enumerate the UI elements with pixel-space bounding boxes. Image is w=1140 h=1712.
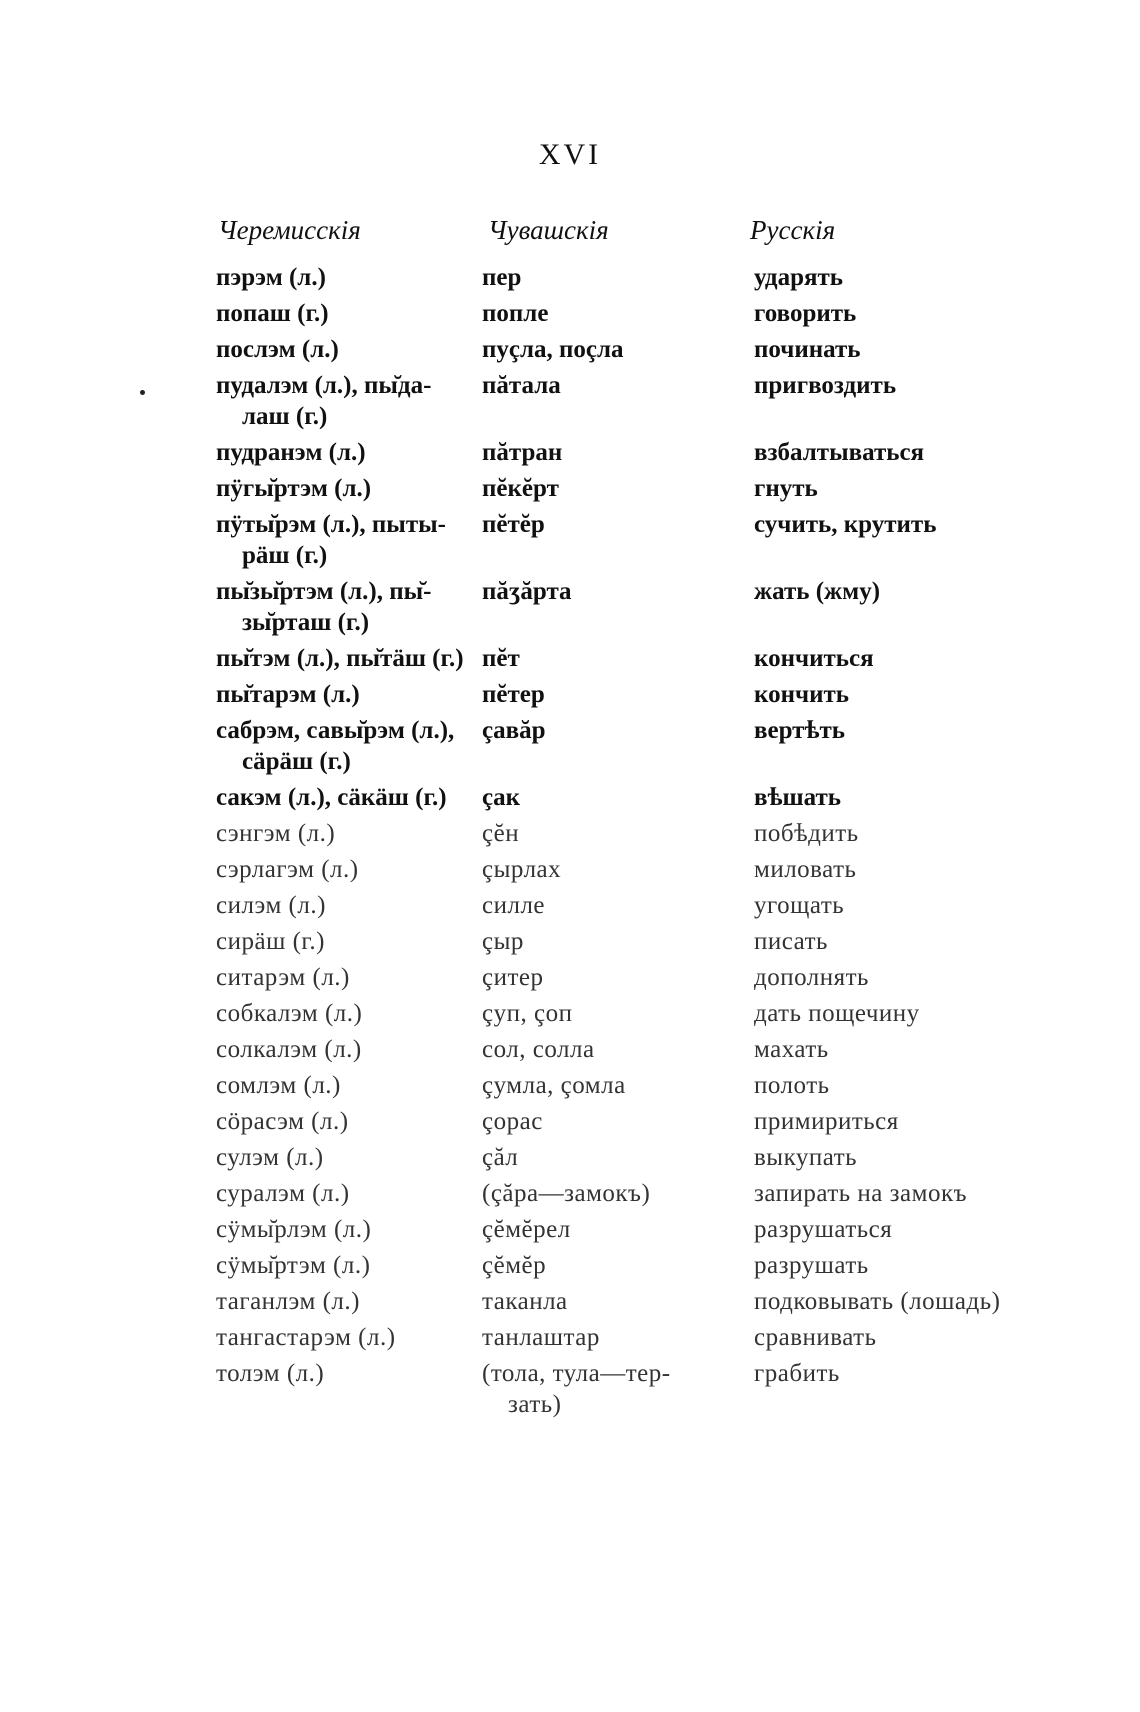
cheremis-word	[214, 1106, 482, 1137]
dictionary-entry	[214, 854, 1140, 885]
cheremis-word-continuation: сäрäш (г.)	[242, 748, 351, 775]
russian-word: подковывать (лошадь)	[754, 1288, 1001, 1315]
chuvash-word	[482, 854, 754, 885]
cheremis-word-text: пы̆зы̆ртэм (л.), пы̆-	[216, 578, 432, 605]
cheremis-word	[214, 1214, 482, 1245]
chuvash-word-text: çĕмĕрел	[482, 1216, 571, 1243]
chuvash-word	[482, 1106, 754, 1137]
column-header-chuvash: Чувашскія	[488, 215, 609, 245]
cheremis-word-text: силэм (л.)	[216, 892, 326, 919]
russian-word: жать (жму)	[754, 578, 881, 605]
russian-word: взбалтываться	[754, 439, 925, 466]
dictionary-entry	[214, 715, 1140, 777]
chuvash-word-text: пăтран	[482, 439, 563, 466]
cheremis-word	[214, 818, 482, 849]
russian-word: разрушать	[754, 1252, 869, 1279]
russian-word: полоть	[754, 1072, 830, 1099]
column-header-russian: Русскія	[750, 215, 836, 245]
cheremis-word-text: таганлэм (л.)	[216, 1288, 360, 1315]
cheremis-word	[214, 1034, 482, 1065]
cheremis-word	[214, 715, 482, 777]
cheremis-word-text: сомлэм (л.)	[216, 1072, 341, 1099]
dictionary-entry	[214, 1358, 1140, 1420]
chuvash-word	[482, 298, 754, 329]
chuvash-word-continuation: зать)	[508, 1391, 562, 1418]
cheremis-word-text: сöрасэм (л.)	[216, 1108, 349, 1135]
cheremis-word	[214, 262, 482, 293]
cheremis-word-text: пӱгы̆ртэм (л.)	[216, 475, 372, 502]
dictionary-entry	[214, 1250, 1140, 1281]
russian-word: выкупать	[754, 1144, 858, 1171]
cheremis-word-continuation: рäш (г.)	[242, 542, 328, 569]
chuvash-word-text: çĕмĕр	[482, 1252, 547, 1279]
chuvash-word-text: пĕкĕрт	[482, 475, 559, 502]
chuvash-word-text: пăтала	[482, 372, 561, 399]
cheremis-word-text: пы̆тарэм (л.)	[216, 681, 360, 708]
cheremis-word	[214, 1322, 482, 1353]
chuvash-word-text: (тола, тула—тер-	[482, 1360, 671, 1387]
cheremis-word-text: сакэм (л.), сäкäш (г.)	[216, 784, 447, 811]
chuvash-word	[482, 370, 754, 432]
cheremis-word-text: сабрэм, савы̆рэм (л.),	[216, 717, 455, 744]
cheremis-word	[214, 854, 482, 885]
dictionary-entry	[214, 1142, 1140, 1173]
russian-word: вѣшать	[754, 784, 841, 811]
cheremis-word	[214, 437, 482, 468]
cheremis-word-text: сӱмы̆рлэм (л.)	[216, 1216, 372, 1243]
chuvash-word-text: çумла, çомла	[482, 1072, 626, 1099]
cheremis-word-text: толэм (л.)	[216, 1360, 325, 1387]
cheremis-word	[214, 1070, 482, 1101]
cheremis-word-text: пудранэм (л.)	[216, 439, 366, 466]
chuvash-word-text: попле	[482, 300, 549, 327]
page-number: XVI	[538, 138, 602, 171]
chuvash-word-text: пĕтĕр	[482, 511, 545, 538]
dictionary-entry	[214, 1034, 1140, 1065]
dictionary-entry	[214, 473, 1140, 504]
cheremis-word	[214, 1178, 482, 1209]
dictionary-entry	[214, 509, 1140, 571]
russian-word: кончить	[754, 681, 849, 708]
russian-word: махать	[754, 1036, 829, 1063]
cheremis-word-text: пудалэм (л.), пы̆да-	[216, 372, 432, 399]
cheremis-word-text: сэрлагэм (л.)	[216, 856, 359, 883]
cheremis-word-text: пы̆тэм (л.), пы̆тäш (г.)	[216, 645, 464, 672]
chuvash-word-text: çуп, çоп	[482, 1000, 573, 1027]
dictionary-entry	[214, 298, 1140, 329]
dictionary-entry	[214, 370, 1140, 432]
russian-word: угощать	[754, 892, 845, 919]
chuvash-word	[482, 715, 754, 777]
chuvash-word-text: çак	[482, 784, 521, 811]
cheremis-word-text: сирäш (г.)	[216, 928, 325, 955]
chuvash-word	[482, 1250, 754, 1281]
chuvash-word	[482, 509, 754, 571]
dictionary-entries	[0, 262, 1140, 1425]
chuvash-word-text: танлаштар	[482, 1324, 600, 1351]
russian-word: пригвоздить	[754, 372, 897, 399]
chuvash-word	[482, 818, 754, 849]
dictionary-entry	[214, 962, 1140, 993]
russian-word: сучить, крутить	[754, 511, 937, 538]
cheremis-word-text: собкалэм (л.)	[216, 1000, 363, 1027]
dictionary-entry	[214, 926, 1140, 957]
chuvash-word-text: çорас	[482, 1108, 543, 1135]
dictionary-entry	[214, 890, 1140, 921]
cheremis-word	[214, 998, 482, 1029]
chuvash-word-text: пĕт	[482, 645, 520, 672]
dictionary-entry	[214, 1178, 1140, 1209]
chuvash-word-text: çитер	[482, 964, 544, 991]
russian-word: дать пощечину	[754, 1000, 920, 1027]
chuvash-word-text: пăʒăрта	[482, 578, 572, 605]
chuvash-word	[482, 262, 754, 293]
chuvash-word	[482, 1286, 754, 1317]
dictionary-entry	[214, 1286, 1140, 1317]
chuvash-word-text: çĕн	[482, 820, 520, 847]
chuvash-word	[482, 334, 754, 365]
dictionary-entry	[214, 1214, 1140, 1245]
cheremis-word	[214, 926, 482, 957]
cheremis-word	[214, 334, 482, 365]
cheremis-word-continuation: зы̆рташ (г.)	[242, 609, 370, 636]
chuvash-word-text: çăл	[482, 1144, 519, 1171]
cheremis-word	[214, 298, 482, 329]
cheremis-word	[214, 1142, 482, 1173]
chuvash-word	[482, 679, 754, 710]
chuvash-word	[482, 1322, 754, 1353]
russian-word: писать	[754, 928, 828, 955]
russian-word: дополнять	[754, 964, 869, 991]
russian-word: побѣдить	[754, 820, 859, 847]
russian-word: миловать	[754, 856, 857, 883]
cheremis-word	[214, 782, 482, 813]
chuvash-word-text: çавăр	[482, 717, 546, 744]
chuvash-word	[482, 473, 754, 504]
russian-word: примириться	[754, 1108, 899, 1135]
russian-word: говорить	[754, 300, 857, 327]
chuvash-word	[482, 1178, 754, 1209]
cheremis-word-text: попаш (г.)	[216, 300, 329, 327]
dictionary-entry	[214, 1322, 1140, 1353]
chuvash-word-text: силле	[482, 892, 546, 919]
column-header-cheremis: Черемисскія	[218, 215, 361, 245]
dictionary-entry	[214, 818, 1140, 849]
chuvash-word-text: сол, солла	[482, 1036, 595, 1063]
cheremis-word	[214, 576, 482, 638]
chuvash-word	[482, 576, 754, 638]
russian-word: ударять	[754, 264, 844, 291]
chuvash-word-text: çырлах	[482, 856, 562, 883]
cheremis-word-text: сэнгэм (л.)	[216, 820, 336, 847]
dictionary-entry	[214, 643, 1140, 674]
russian-word: починать	[754, 336, 861, 363]
russian-word: разрушаться	[754, 1216, 893, 1243]
cheremis-word	[214, 890, 482, 921]
dictionary-entry	[214, 262, 1140, 293]
chuvash-word	[482, 926, 754, 957]
chuvash-word-text: çыр	[482, 928, 524, 955]
chuvash-word	[482, 1070, 754, 1101]
cheremis-word	[214, 643, 482, 674]
chuvash-word	[482, 643, 754, 674]
cheremis-word	[214, 509, 482, 571]
dictionary-entry	[214, 782, 1140, 813]
cheremis-word-text: ситарэм (л.)	[216, 964, 350, 991]
cheremis-word-continuation: лаш (г.)	[242, 403, 328, 430]
russian-word: вертѣть	[754, 717, 845, 744]
chuvash-word	[482, 1034, 754, 1065]
dictionary-entry	[214, 437, 1140, 468]
cheremis-word-text: пэрэм (л.)	[216, 264, 326, 291]
russian-word: кончиться	[754, 645, 874, 672]
cheremis-word	[214, 1250, 482, 1281]
russian-word: грабить	[754, 1360, 840, 1387]
cheremis-word-text: тангастарэм (л.)	[216, 1324, 396, 1351]
cheremis-word	[214, 962, 482, 993]
dictionary-entry	[214, 576, 1140, 638]
chuvash-word	[482, 998, 754, 1029]
russian-word: гнуть	[754, 475, 818, 502]
dictionary-entry	[214, 998, 1140, 1029]
chuvash-word	[482, 1142, 754, 1173]
cheremis-word-text: суралэм (л.)	[216, 1180, 350, 1207]
chuvash-word	[482, 437, 754, 468]
cheremis-word-text: сулэм (л.)	[216, 1144, 324, 1171]
dictionary-entry	[214, 679, 1140, 710]
chuvash-word-text: таканла	[482, 1288, 568, 1315]
chuvash-word	[482, 782, 754, 813]
chuvash-word	[482, 1214, 754, 1245]
chuvash-word-text: пер	[482, 264, 522, 291]
cheremis-word	[214, 370, 482, 432]
chuvash-word	[482, 890, 754, 921]
cheremis-word-text: послэм (л.)	[216, 336, 339, 363]
russian-word: сравнивать	[754, 1324, 877, 1351]
dictionary-entry	[214, 1106, 1140, 1137]
chuvash-word	[482, 962, 754, 993]
chuvash-word-text: пĕтер	[482, 681, 545, 708]
cheremis-word-text: солкалэм (л.)	[216, 1036, 362, 1063]
cheremis-word	[214, 1286, 482, 1317]
cheremis-word	[214, 1358, 482, 1420]
chuvash-word-text: (çăра—замокъ)	[482, 1180, 651, 1207]
chuvash-word	[482, 1358, 754, 1420]
cheremis-word-text: сӱмы̆ртэм (л.)	[216, 1252, 371, 1279]
dictionary-entry	[214, 334, 1140, 365]
cheremis-word	[214, 473, 482, 504]
cheremis-word	[214, 679, 482, 710]
cheremis-word-text: пӱты̆рэм (л.), пыты-	[216, 511, 446, 538]
dictionary-entry	[214, 1070, 1140, 1101]
russian-word: запирать на замокъ	[754, 1180, 968, 1207]
chuvash-word-text: пуçла, поçла	[482, 336, 624, 363]
